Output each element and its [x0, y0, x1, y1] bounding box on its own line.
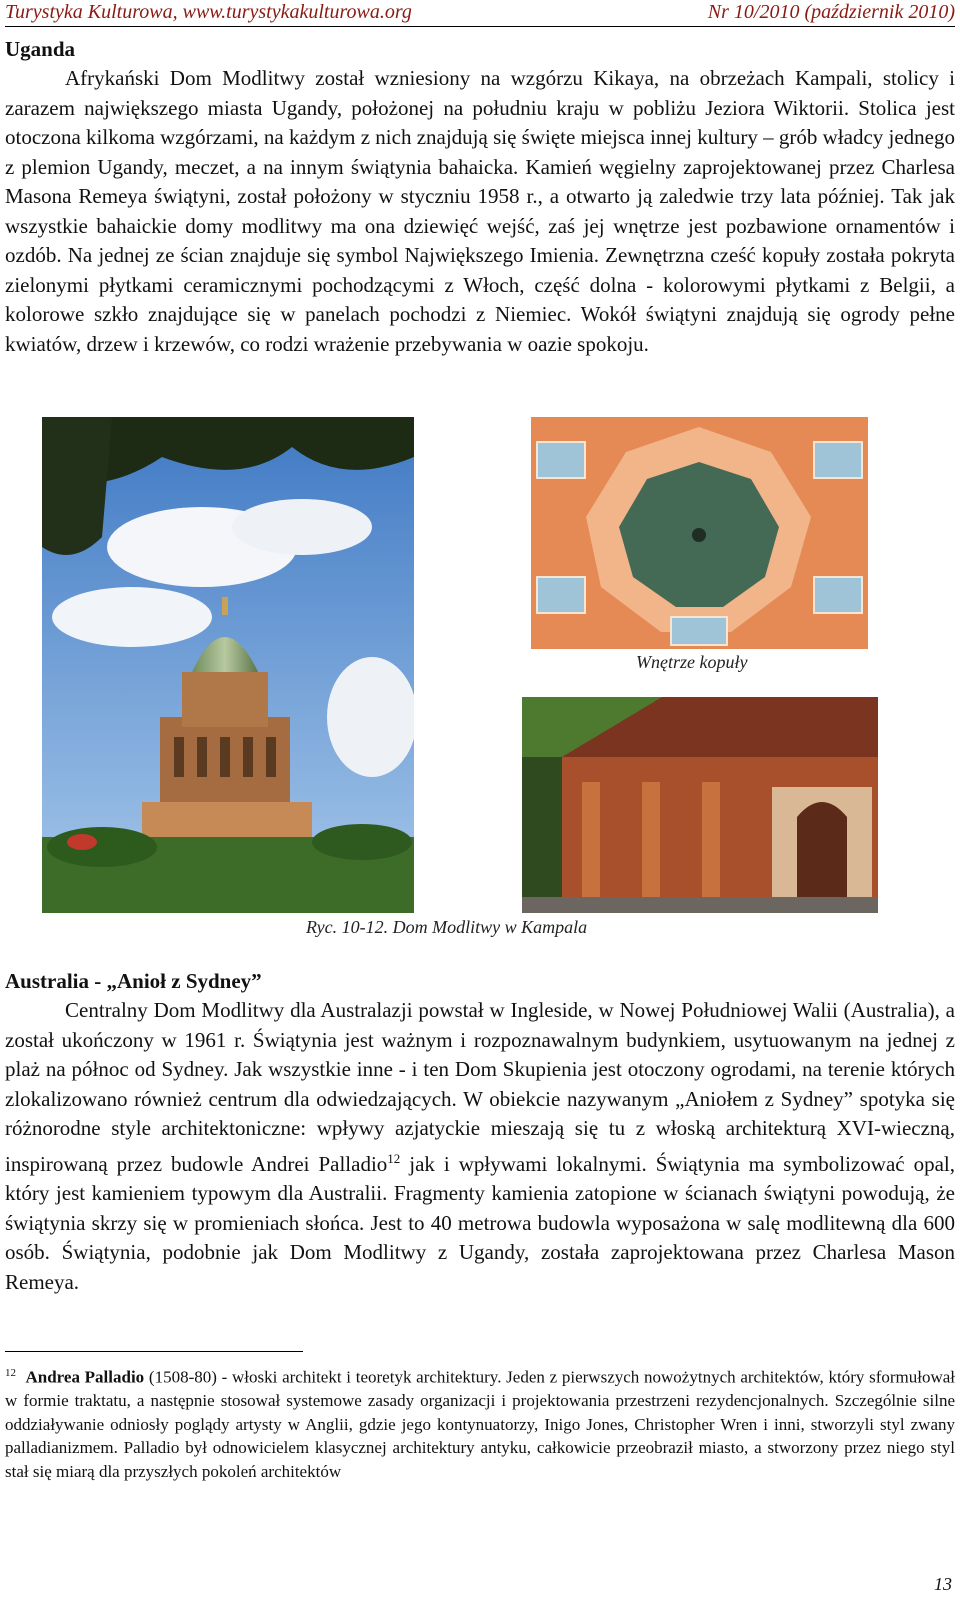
figure-caption: Ryc. 10-12. Dom Modlitwy w Kampala — [306, 917, 588, 937]
footnote — [5, 1362, 955, 1483]
footnote-number: 12 — [5, 1367, 16, 1379]
australia-paragraph — [5, 996, 955, 1297]
page-number: 13 — [934, 1574, 952, 1594]
australia-text-1: Centralny Dom Modlitwy dla Australazji powstał w Ingleside, w Nowej Południowej Walii (Australia), a został ukończony w 1961 r. Świątynia jest ważnym i rozpoznawalnym budynkiem, usytuowanym na jednej z plaż na północ od Sydney. Jak wszystkie inne - i ten Dom Skupienia jest otoczony ogrodami, na terenie których zlokalizowano również centrum dla odwiedzających. W obiekcie nazywanym „Aniołem z Sydney” spotyka się różnorodne style architektoniczne: wpływy azjatyckie mieszają się tu z włoską architekturą XVI-wieczną, inspirowaną przez budowle Andrei Palladio — [5, 998, 955, 1176]
journal-title: Turystyka Kulturowa, www.turystykakulturowa.org — [5, 1, 412, 23]
uganda-paragraph — [5, 64, 955, 359]
footnote-divider — [5, 1351, 303, 1352]
colonnade-photo — [522, 697, 878, 913]
footnote-term: Andrea Palladio — [25, 1367, 145, 1387]
dome-interior-photo — [531, 417, 868, 649]
temple-exterior-photo — [42, 417, 414, 913]
footnote-text: (1508-80) - włoski architekt i teoretyk architektury. Jeden z pierwszych nowożytnych architektów, który sformułował w formie traktatu, a następnie stosował systemowe zasady organizacji i projektowania przestrzeni rezydencjonalnych. Szczególnie silne oddziaływanie odniosły poglądy artysty w Anglii, gdzie jego kontynuatorzy, Inigo Jones, Christopher Wren i inni, stworzyli styl zwany palladianizmem. Palladio był odnowicielem klasycznej architektury antyku, całkowicie przeobraził miasto, a stworzony przez niego styl stał się miarą dla przyszłych pokoleń architektów — [5, 1367, 956, 1481]
australia-text-2: jak i wpływami lokalnymi. Świątynia ma symbolizować opal, który jest kamieniem typowym dla Australii. Fragmenty kamienia zatopione w ścianach świątyni powodują, że świątynia skrzy się w promieniach słońca. Jest to 40 metrowa budowla wyposażona w salę modlitewną dla 600 osób. Świątynia, podobnie jak Dom Modlitwy z Ugandy, została zaprojektowana przez Charlesa Mason Remeya. — [5, 1151, 955, 1294]
issue-number: Nr 10/2010 (październik 2010) — [707, 1, 955, 23]
page-header — [5, 0, 955, 27]
section-title-australia: Australia - „Anioł z Sydney” — [5, 969, 262, 993]
uganda-text: Afrykański Dom Modlitwy został wzniesiony na wzgórzu Kikaya, na obrzeżach Kampali, stolicy i zarazem największego miasta Ugandy, położonej na południu kraju w pobliżu Jeziora Wiktorii. Stolica jest otoczona kilkoma wzgórzami, na każdym z nich znajdują się święte miejsca innej kultury – grób władcy jednego z plemion Ugandy, meczet, a na innym świątynia bahaicka. Kamień węgielny zaprojektowanej przez Charlesa Masona Remeya świątyni, został położony w styczniu 1958 r., a otwarto ją zaledwie trzy lata później. Tak jak wszystkie bahaickie domy modlitwy ma ona dziewięć wejść, zaś jej wnętrze jest pozbawione ornamentów i ozdób. Na jednej ze ścian znajduje się symbol Największego Imienia. Zewnętrzna cześć kopuły została pokryta zielonymi płytkami ceramicznymi pochodzącymi z Włoch, część dolna - kolorowymi płytkami z Belgii, a kolorowe szkło znajdujące się w panelach pochodzi z Niemiec. Wokół świątyni znajdują się ogrody pełne kwiatów, drzew i krzewów, co rodzi wrażenie przebywania w oazie spokoju. — [5, 66, 955, 356]
dome-caption: Wnętrze kopuły — [636, 652, 748, 672]
footnote-ref[interactable]: 12 — [387, 1150, 401, 1166]
section-title-uganda: Uganda — [5, 37, 76, 61]
